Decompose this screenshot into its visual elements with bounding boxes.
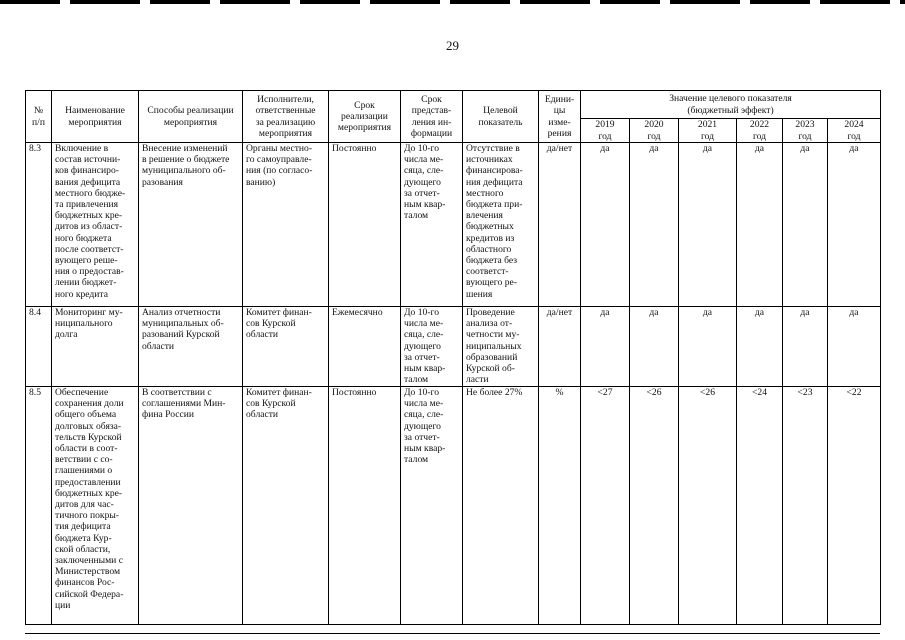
text-line: соглашениями Мин-	[142, 398, 226, 410]
text-line: изме-	[548, 116, 571, 128]
text-line: числа ме-	[404, 398, 444, 410]
text-line: тельств Курской	[55, 431, 122, 443]
cell-value: да	[630, 143, 679, 307]
text-line: год	[598, 130, 612, 142]
text-line: области	[246, 329, 279, 341]
cell-unit: %	[539, 387, 581, 625]
text-line: 2024	[844, 119, 864, 131]
text-line: ции	[55, 599, 71, 611]
text-line: ниципальных	[466, 340, 522, 352]
text-line: источниках	[466, 154, 513, 166]
text-line: в решение о бюджете	[142, 154, 230, 166]
text-line: талом	[404, 374, 429, 386]
text-line: год	[752, 130, 767, 142]
text-line: До 10-го	[404, 387, 440, 398]
text-line: после соответст-	[55, 243, 124, 255]
header-number	[26, 91, 52, 143]
text-line: год	[798, 130, 812, 142]
text-line: ветствии с со-	[55, 454, 113, 466]
text-line: Проведение	[466, 307, 515, 318]
cell-executors	[243, 307, 329, 387]
header-year	[679, 119, 737, 143]
text-line: долговых обяза-	[55, 420, 122, 432]
text-line: До 10-го	[404, 307, 440, 318]
text-line: год	[700, 130, 715, 142]
text-line: области	[142, 340, 175, 352]
text-line: ного кредита	[55, 288, 108, 300]
text-line: сохранения доли	[55, 398, 124, 410]
text-line: областного	[466, 243, 512, 255]
text-line: долга	[55, 329, 78, 341]
text-line: Целевой	[483, 105, 518, 117]
measures-table	[25, 90, 881, 625]
text-line: Курской об-	[466, 363, 515, 375]
text-line: местного	[466, 187, 504, 199]
text-line: муниципальных об-	[142, 318, 224, 330]
cell-value: да	[783, 143, 828, 307]
cell-value: да	[581, 307, 630, 387]
text-line: го самоуправле-	[246, 154, 312, 166]
text-line: цы	[553, 105, 566, 117]
text-line: муниципального об-	[142, 165, 226, 177]
page-bottom-rule	[25, 633, 880, 634]
cell-methods	[139, 143, 243, 307]
text-line: заключенными с	[55, 555, 123, 567]
text-line: Отсутствие в	[466, 143, 520, 154]
text-line: год	[847, 130, 861, 142]
text-line: В соответствии с	[142, 387, 212, 398]
cell-value: <27	[581, 387, 630, 625]
cell-name	[52, 387, 139, 625]
text-line: талом	[404, 210, 429, 222]
header-executors	[243, 91, 329, 143]
cell-value: да	[679, 143, 737, 307]
text-line: Обеспечение	[55, 387, 109, 398]
text-line: финансирова-	[466, 165, 523, 177]
text-line: мероприятия	[163, 116, 218, 128]
cell-executors	[243, 387, 329, 625]
header-year	[630, 119, 679, 143]
text-line: бюджета без	[466, 255, 518, 267]
text-line: кредитов из	[466, 232, 515, 244]
cell-value: да	[679, 307, 737, 387]
cell-deadline	[329, 387, 401, 625]
cell-number: 8.3	[26, 143, 52, 307]
text-line: Внесение изменений	[142, 143, 228, 154]
text-line: вания дефицита	[55, 176, 121, 188]
text-line: шения	[466, 288, 493, 300]
text-line: бюджета Кур-	[55, 532, 112, 544]
cell-value: да	[828, 307, 881, 387]
text-line: Мониторинг му-	[55, 307, 123, 318]
text-line: формации	[410, 127, 453, 139]
text-line: тия дефицита	[55, 521, 111, 533]
table-row	[26, 143, 881, 307]
cell-value: <23	[783, 387, 828, 625]
text-line: Способы реализации	[147, 105, 234, 117]
text-line: сов Курской	[246, 318, 296, 330]
text-line: разований Курской	[142, 329, 220, 341]
cell-number: 8.5	[26, 387, 52, 625]
text-line: рения	[547, 127, 572, 139]
text-line: дитов из област-	[55, 221, 123, 233]
table-header	[26, 91, 881, 143]
text-line: мероприятия	[68, 116, 122, 128]
cell-name	[52, 307, 139, 387]
text-line: бюджетных кре-	[55, 210, 123, 222]
text-line: сяца, сле-	[404, 329, 444, 341]
cell-value: да	[581, 143, 630, 307]
text-line: области в соот-	[55, 443, 118, 455]
text-line: №	[33, 105, 44, 117]
header-report-deadline	[401, 91, 463, 143]
cell-executors	[243, 143, 329, 307]
text-line: глашениями о	[55, 465, 113, 477]
text-line: дитов для час-	[55, 499, 114, 511]
text-line: четности му-	[466, 329, 520, 341]
header-name	[52, 91, 139, 143]
cell-target	[463, 307, 539, 387]
text-line: талом	[404, 454, 429, 466]
header-year	[581, 119, 630, 143]
text-line: ков финансиро-	[55, 165, 119, 177]
header-unit	[539, 91, 581, 143]
text-line: области	[246, 409, 279, 421]
text-line: 2019	[595, 119, 615, 131]
text-line: за реализацию	[255, 116, 316, 128]
text-line: разования	[142, 176, 183, 188]
text-line: п/п	[32, 116, 45, 128]
text-line: сов Курской	[246, 398, 296, 410]
text-line: Наименование	[65, 105, 125, 117]
text-line: Органы местно-	[246, 143, 313, 154]
text-line: 2022	[749, 119, 770, 131]
text-line: 2020	[644, 119, 664, 131]
cell-unit: да/нет	[539, 307, 581, 387]
text-line: Анализ отчетности	[142, 307, 221, 318]
header-value-group	[581, 91, 881, 119]
text-line: Комитет финан-	[246, 307, 312, 318]
text-line: реализации	[341, 110, 388, 122]
text-line: Постоянно	[332, 143, 377, 154]
cell-value: <24	[737, 387, 783, 625]
text-line: ния о предостав-	[55, 266, 124, 278]
text-line: До 10-го	[404, 143, 440, 154]
text-line: общего объема	[55, 409, 117, 421]
text-line: лении бюджет-	[55, 277, 117, 289]
text-line: ния дефицита	[466, 176, 523, 188]
cell-value: да	[630, 307, 679, 387]
text-line: Постоянно	[332, 387, 377, 398]
text-line: местного бюдже-	[55, 187, 126, 199]
cell-report-deadline	[401, 387, 463, 625]
text-line: 2021	[697, 119, 718, 131]
text-line: за отчет-	[404, 351, 440, 363]
text-line: дующего	[404, 420, 441, 432]
text-line: ным квар-	[404, 363, 446, 375]
text-line: вующего реше-	[55, 255, 118, 267]
cell-methods	[139, 307, 243, 387]
header-target	[463, 91, 539, 143]
cell-deadline	[329, 143, 401, 307]
cell-methods	[139, 387, 243, 625]
text-line: ванию)	[246, 176, 276, 188]
text-line: числа ме-	[404, 318, 444, 330]
text-line: Министерством	[55, 566, 121, 578]
text-line: влечения	[466, 210, 503, 222]
text-line: мероприятия	[337, 122, 392, 134]
cell-report-deadline	[401, 307, 463, 387]
text-line: ласти	[466, 374, 489, 386]
text-line: Срок	[354, 99, 375, 111]
text-line: Включение в	[55, 143, 109, 154]
text-line: (бюджетный эффект)	[687, 104, 774, 116]
text-line: сяца, сле-	[404, 165, 444, 177]
text-line: ответственные	[255, 105, 316, 117]
text-line: ления ин-	[411, 116, 452, 128]
header-year	[783, 119, 828, 143]
cell-unit: да/нет	[539, 143, 581, 307]
text-line: ным квар-	[404, 443, 446, 455]
text-line: ниципального	[55, 318, 113, 330]
text-line: Ежемесячно	[332, 307, 383, 318]
header-year	[737, 119, 783, 143]
text-line: ской области,	[55, 543, 111, 555]
cell-target	[463, 143, 539, 307]
page-number: 29	[446, 38, 459, 53]
text-line: бюджетных кре-	[55, 487, 123, 499]
cell-report-deadline	[401, 143, 463, 307]
text-line: 2023	[795, 119, 815, 131]
text-line: за отчет-	[404, 431, 440, 443]
text-line: ния (по согласо-	[246, 165, 313, 177]
cell-target	[463, 387, 539, 625]
text-line: сяца, сле-	[404, 409, 444, 421]
text-line: мероприятия	[258, 127, 313, 139]
text-line: Комитет финан-	[246, 387, 312, 398]
cell-name	[52, 143, 139, 307]
text-line: состав источни-	[55, 154, 121, 166]
text-line: дующего	[404, 340, 441, 352]
cell-value: да	[737, 143, 783, 307]
text-line: ного бюджета	[55, 232, 112, 244]
cell-value: да	[737, 307, 783, 387]
text-line: Едини-	[544, 94, 575, 106]
header-deadline	[329, 91, 401, 143]
text-line: та привлечения	[55, 199, 119, 211]
text-line: представ-	[411, 105, 452, 117]
text-line: вующего ре-	[466, 277, 517, 289]
text-line: предоставлении	[55, 476, 121, 488]
text-line: соответст-	[466, 266, 509, 278]
text-line: числа ме-	[404, 154, 444, 166]
cell-value: <22	[828, 387, 881, 625]
cell-deadline	[329, 307, 401, 387]
scan-edge-artifact	[0, 0, 905, 4]
text-line: ным квар-	[404, 199, 446, 211]
cell-number: 8.4	[26, 307, 52, 387]
text-line: сийской Федера-	[55, 588, 124, 600]
text-line: бюджета при-	[466, 199, 523, 211]
table-row	[26, 307, 881, 387]
text-line: дующего	[404, 176, 441, 188]
text-line: тичного покры-	[55, 510, 120, 522]
text-line: образований	[466, 351, 518, 363]
text-line: бюджетных	[466, 221, 514, 233]
text-line: Не более 27%	[466, 387, 523, 398]
text-line: финансов Рос-	[55, 577, 115, 589]
table-row	[26, 387, 881, 625]
cell-value: <26	[679, 387, 737, 625]
text-line: Значение целевого показателя	[669, 93, 792, 105]
text-line: анализа от-	[466, 318, 513, 330]
text-line: фина России	[142, 409, 195, 421]
text-line: Исполнители,	[257, 94, 314, 106]
text-line: за отчет-	[404, 187, 440, 199]
cell-value: да	[783, 307, 828, 387]
header-methods	[139, 91, 243, 143]
cell-value: да	[828, 143, 881, 307]
text-line: Срок	[421, 94, 442, 106]
cell-value: <26	[630, 387, 679, 625]
header-year	[828, 119, 881, 143]
text-line: показатель	[478, 116, 523, 128]
text-line: год	[647, 130, 661, 142]
